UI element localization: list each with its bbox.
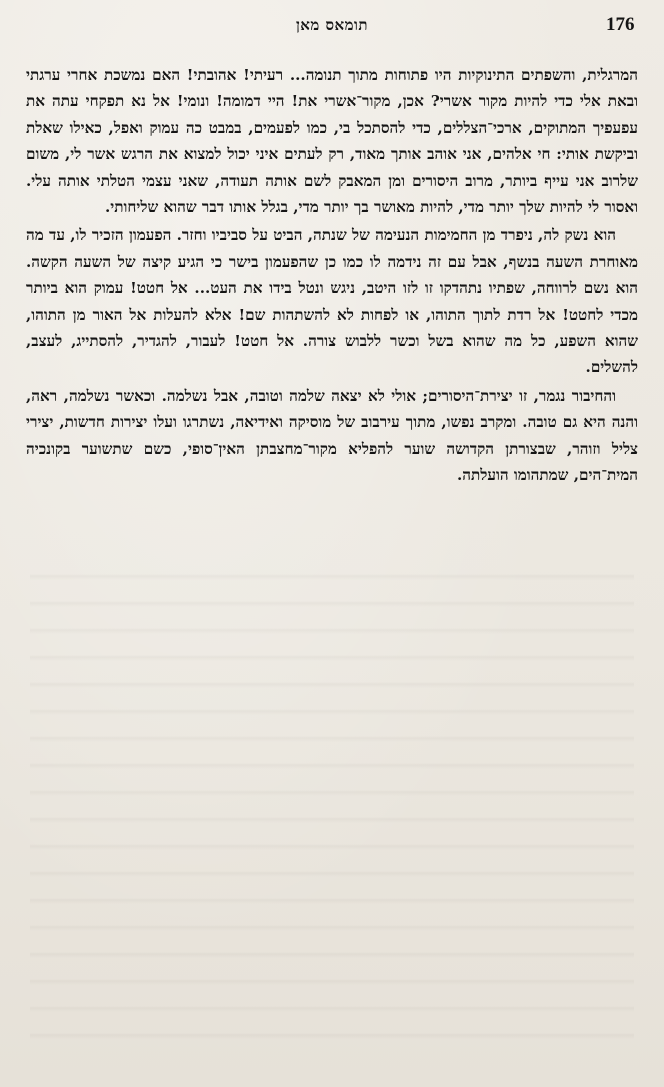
running-head: תומאס מאן — [295, 16, 369, 34]
body-text — [26, 62, 638, 491]
paragraph-1: המרגלית, והשפתים התינוקיות היו פתוחות מתוך תנומה... רעיתי! אהובתי! האם נמשכת אחרי ערגתי ובאת אלי כדי להיות מקור אשרי? אכן, מקור־אשרי את! היי דמומה! ונומי! אל נא תפקחי עתה את עפעפיך המתוקים, ארכי־הצללים, כדי להסתכל בי, כמו לפעמים, במבט כה עמוק ואפל, כאילו שאלת וביקשת אותי: חי אלהים, אני אוהב אותך מאוד, רק לעתים איני יכול למצוא את הרגש אשר לי, משום שלרוב אני עייף ביותר, מרוב היסורים ומן המאבק לשם אותה תעודה, שאני עצמי הטלתי אותה עלי. ואסור לי להיות שלך יותר מדי, להיות מאושר בך יותר מדי, בגלל אותו דבר שהוא שליחותי. — [26, 66, 638, 217]
page-number: 176 — [606, 14, 635, 35]
paragraph-3: והחיבור נגמר, זו יצירת־היסורים; אולי לא יצאה שלמה וטובה, אבל נשלמה. וכאשר נשלמה, ראה, והנה היא גם טובה. ומקרב נפשו, מתוך עירבוב של מוסיקה ואידיאה, נשתרגו ועלו יצירות חדשות, יצירי צליל וזוהר, שבצורתן הקדושה שוער להפליא מקור־מחצבתן האין־סופי, כשם שתשוער בקונכיה המית־הים, שמתהומו הועלתה. — [26, 386, 638, 485]
paragraph-2: הוא נשק לה, ניפרד מן החמימות הנעימה של שנתה, הביט על סביביו וחזר. הפעמון הזכיר לו, עד מה מאוחרת השעה בנשף, אבל עם זה נידמה לו כמו כן שהפעמון בישר כי הגיע קיצה של השעה הקשה. הוא נשם לרווחה, שפתיו נתהדקו זו לזו היטב, ניגש ונטל בידו את העט... אל חטט! עמוק הוא ביותר מכדי לחטט! אל רדת לתוך התוהו, או לפחות לא להשתהות שם! אלא להעלות אל האור מן התוהו, שהוא השפע, כל מה שהוא בשל וכשר ללבוש צורה. אל חטט! לעבור, להגדיר, להסתייג, לעצב, להשלים. — [26, 226, 638, 377]
show-through-texture — [30, 560, 634, 1047]
page-header — [26, 12, 638, 42]
